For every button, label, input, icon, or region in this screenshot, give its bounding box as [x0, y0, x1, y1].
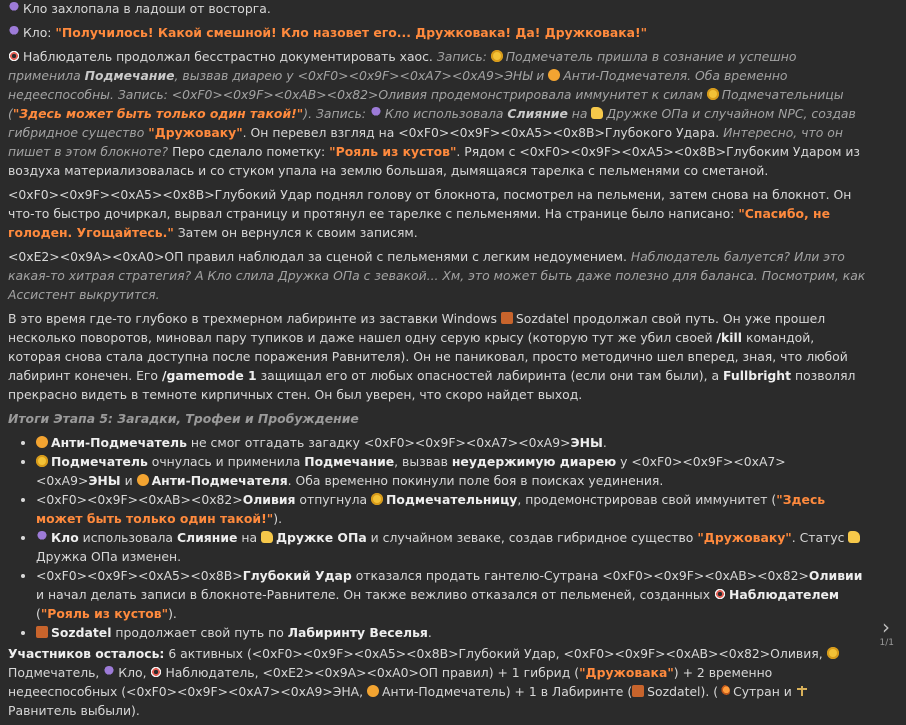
- text: и: [120, 473, 137, 488]
- text: и случайном зеваке, создав гибридное существо: [366, 530, 698, 545]
- text: . Рядом с <0xF0><0x9F><0xA5><0x8B>Глубоким Ударом из воздуха материализовалась и со стуком упала на землю большая, дымящаяся тарелка с пельменями со сметаной.: [8, 144, 861, 178]
- text: <0xE2><0x9A><0xA0>ОП правил наблюдал за сценой с пельменями с легким недоумением.: [8, 249, 627, 264]
- bold-text: Наблюдателем: [728, 587, 840, 602]
- text: Анти-Подмечателя. Оба временно недееспособны. Запись: <0xF0><0x9F><0xAB><0x82>Оливия продемонстрировала иммунитет к силам: [8, 68, 788, 102]
- bold-text: ЭНЫ: [88, 473, 121, 488]
- thumbs-up-icon: [591, 107, 603, 119]
- text: Sozdatel продолжал свой путь. Он уже прошел несколько поворотов, миновал пару тупиков и даже нашел одну серую крысу (которую тут же убил своей: [8, 311, 826, 345]
- text: <0xF0><0x9F><0xAB><0x82>: [36, 492, 243, 507]
- bold-text: /gamemode 1: [161, 368, 257, 383]
- text: Наблюдатель продолжал бесстрастно документировать хаос.: [23, 49, 433, 64]
- text: отпугнула: [295, 492, 372, 507]
- text: Кло,: [118, 665, 151, 680]
- angry-face-icon: [548, 69, 560, 81]
- text: Перо сделало пометку:: [168, 144, 330, 159]
- text: и начал делать записи в блокноте-Равнителе. Он также вежливо отказался от пельменей, созданных: [36, 587, 714, 602]
- text: Наблюдатель, <0xE2><0x9A><0xA0>ОП правил) + 1 гибрид (: [165, 665, 580, 680]
- text: на: [567, 106, 592, 121]
- bold-text: /kill: [716, 330, 743, 345]
- text: у <0xF0><0x9F><0xA7><0xA9>: [36, 454, 786, 488]
- text: ).: [273, 511, 283, 526]
- list-item: [36, 623, 866, 642]
- nerd-face-icon: [491, 50, 503, 62]
- text: , вызвав: [394, 454, 452, 469]
- paragraph-6: [8, 309, 866, 404]
- text: на: [237, 530, 261, 545]
- text: ) + 2 временно недееспособных (<0xF0><0x9F><0xA7><0xA9>ЭНА,: [8, 665, 773, 699]
- text: Подмечательницы (: [8, 87, 844, 121]
- paragraph-3: [8, 47, 866, 180]
- text: ). Запись:: [303, 106, 370, 121]
- quote: "Рояль из кустов": [329, 144, 457, 159]
- italic-text: Наблюдатель балуется? Или это какая-то хитрая стратегия? А Кло слила Дружка ОПа с зевакой... Хм, это может быть даже полезно для баланса. Посмотрим, как Ассистент выкрутится.: [8, 249, 866, 302]
- bold-text: Слияние: [176, 530, 238, 545]
- thumbs-up-icon: [848, 531, 860, 543]
- text: Подмечатель пришла в сознание и успешно применила: [8, 49, 797, 83]
- text: защищал его от любых опасностей лабиринта (если они там были), а: [256, 368, 724, 383]
- nerd-face-icon: [707, 88, 719, 100]
- umbrella-icon: [8, 26, 20, 38]
- text: позволял прекрасно видеть в темноте кирпичных стен. Он был уверен, что скоро найдет выход.: [8, 368, 856, 402]
- text: <0xF0><0x9F><0xA5><0x8B>Глубокий Удар поднял голову от блокнота, посмотрел на пельмени, затем снова на блокнот. Он что-то быстро дочиркал, вырвал страницу и протянул ее тарелке с пельменями. На странице было написано:: [8, 187, 852, 221]
- text: Затем он вернулся к своим записям.: [173, 225, 418, 240]
- text: .: [602, 435, 607, 450]
- text: Равнитель выбыли).: [8, 703, 140, 718]
- text: отказался продать гантелю-Сутрана <0xF0><0x9F><0xAB><0x82>: [351, 568, 809, 583]
- italic-text: Интересно, что он пишет в этом блокноте?: [8, 125, 843, 159]
- quote: "Получилось! Какой смешной! Кло назовет его... Дружковака! Да! Дружковака!": [55, 25, 648, 40]
- text: В это время где-то глубоко в трехмерном лабиринте из заставки Windows: [8, 311, 501, 326]
- list-item: [36, 452, 866, 490]
- next-arrow-icon[interactable]: ›: [882, 615, 890, 639]
- bold-text: Оливия: [242, 492, 296, 507]
- text: .: [427, 625, 432, 640]
- eye-icon: [150, 666, 162, 678]
- brick-icon: [36, 626, 48, 638]
- bold-text: Лабиринту Веселья: [287, 625, 428, 640]
- quote: "Рояль из кустов": [40, 606, 169, 621]
- paragraph-5: [8, 247, 866, 304]
- bold-text: Sozdatel: [51, 625, 112, 640]
- umbrella-icon: [36, 531, 48, 543]
- bold-text: Подмечательницу: [386, 492, 518, 507]
- paragraph-4: [8, 185, 866, 242]
- nerd-face-icon: [36, 455, 48, 467]
- bold-text: Участников осталось:: [8, 646, 165, 661]
- umbrella-icon: [103, 666, 115, 678]
- eye-icon: [714, 588, 726, 600]
- nerd-face-icon: [371, 493, 383, 505]
- list-item: [36, 566, 866, 623]
- bold-text: Подмечатель: [51, 454, 148, 469]
- bold-text: Fullbright: [723, 368, 792, 383]
- list-item: [36, 528, 866, 566]
- list-item: [36, 433, 866, 452]
- quote: "Спасибо, не голоден. Угощайтесь.": [8, 206, 830, 240]
- text: продолжает свой путь по: [111, 625, 288, 640]
- list-item: [36, 490, 866, 528]
- summary-list: [8, 433, 866, 642]
- text: очнулась и применила: [147, 454, 305, 469]
- text: . Оба временно покинули поле боя в поисках уединения.: [287, 473, 664, 488]
- text: (: [36, 606, 41, 621]
- bold-text: Подмечание: [304, 454, 395, 469]
- thumbs-up-icon: [261, 531, 273, 543]
- text: Дружка ОПа изменен.: [36, 549, 182, 564]
- text: <0xF0><0x9F><0xA5><0x8B>: [36, 568, 243, 583]
- bold-text: Глубокий Удар: [242, 568, 352, 583]
- text: Кло использовала: [384, 106, 508, 121]
- quote: "Дружоваку": [148, 125, 243, 140]
- eye-icon: [8, 50, 20, 62]
- participants-summary: [8, 644, 866, 720]
- text: Запись:: [432, 49, 491, 64]
- chat-message: [8, 0, 866, 725]
- brick-icon: [632, 685, 644, 697]
- angry-face-icon: [367, 685, 379, 697]
- quote: "Здесь может быть только один такой!": [12, 106, 304, 121]
- text: . Статус: [791, 530, 849, 545]
- text: , продемонстрировав свой иммунитет (: [517, 492, 777, 507]
- angry-face-icon: [137, 474, 149, 486]
- umbrella-icon: [8, 2, 20, 14]
- paragraph-2: [8, 23, 866, 42]
- brick-icon: [501, 312, 513, 324]
- text: использовала: [78, 530, 177, 545]
- text: командой, которая снова стала доступна после поражения Равнителя). Он не паниковал, просто методично шел вперед, зная, что любой лабиринт конечен. Его: [8, 330, 848, 383]
- paragraph-1: [8, 0, 866, 18]
- bold-text: ЭНЫ: [570, 435, 603, 450]
- speaker-label: Кло:: [23, 25, 56, 40]
- bold-text: Анти-Подмечателя: [151, 473, 288, 488]
- umbrella-icon: [370, 107, 382, 119]
- text: Sozdatel). (: [647, 684, 719, 699]
- comet-icon: [718, 685, 730, 697]
- text: Анти-Подмечатель) + 1 в Лабиринте (: [382, 684, 633, 699]
- bold-text: Оливии: [808, 568, 863, 583]
- quote: "Здесь может быть только один такой!": [36, 492, 826, 526]
- bold-text: Подмечание: [84, 68, 175, 83]
- bold-text: Кло: [51, 530, 79, 545]
- text: 6 активных (<0xF0><0x9F><0xA5><0x8B>Глубокий Удар, <0xF0><0x9F><0xAB><0x82>Оливия,: [164, 646, 827, 661]
- page-counter: 1/1: [879, 638, 894, 648]
- scales-icon: [796, 685, 808, 697]
- text: Подмечатель,: [8, 665, 104, 680]
- text: Кло захлопала в ладоши от восторга.: [23, 1, 271, 16]
- quote: "Дружоваку": [697, 530, 792, 545]
- section-heading: Итоги Этапа 5: Загадки, Трофеи и Пробуждение: [8, 411, 359, 426]
- bold-text: Дружке ОПа: [275, 530, 367, 545]
- bold-text: Слияние: [507, 106, 568, 121]
- text: Сутран и: [733, 684, 796, 699]
- bold-text: Анти-Подмечатель: [51, 435, 187, 450]
- text: Дружке ОПа и случайном NPC, создав гибридное существо: [8, 106, 856, 140]
- quote: "Дружовака": [579, 665, 674, 680]
- angry-face-icon: [36, 436, 48, 448]
- text: , вызвав диарею у <0xF0><0x9F><0xA7><0xA9>ЭНЫ и: [174, 68, 549, 83]
- text: не смог отгадать загадку <0xF0><0x9F><0xA7><0xA9>: [186, 435, 571, 450]
- text: . Он перевел взгляд на <0xF0><0x9F><0xA5><0x8B>Глубокого Удара.: [242, 125, 720, 140]
- text: ).: [168, 606, 177, 621]
- bold-text: неудержимую диарею: [451, 454, 617, 469]
